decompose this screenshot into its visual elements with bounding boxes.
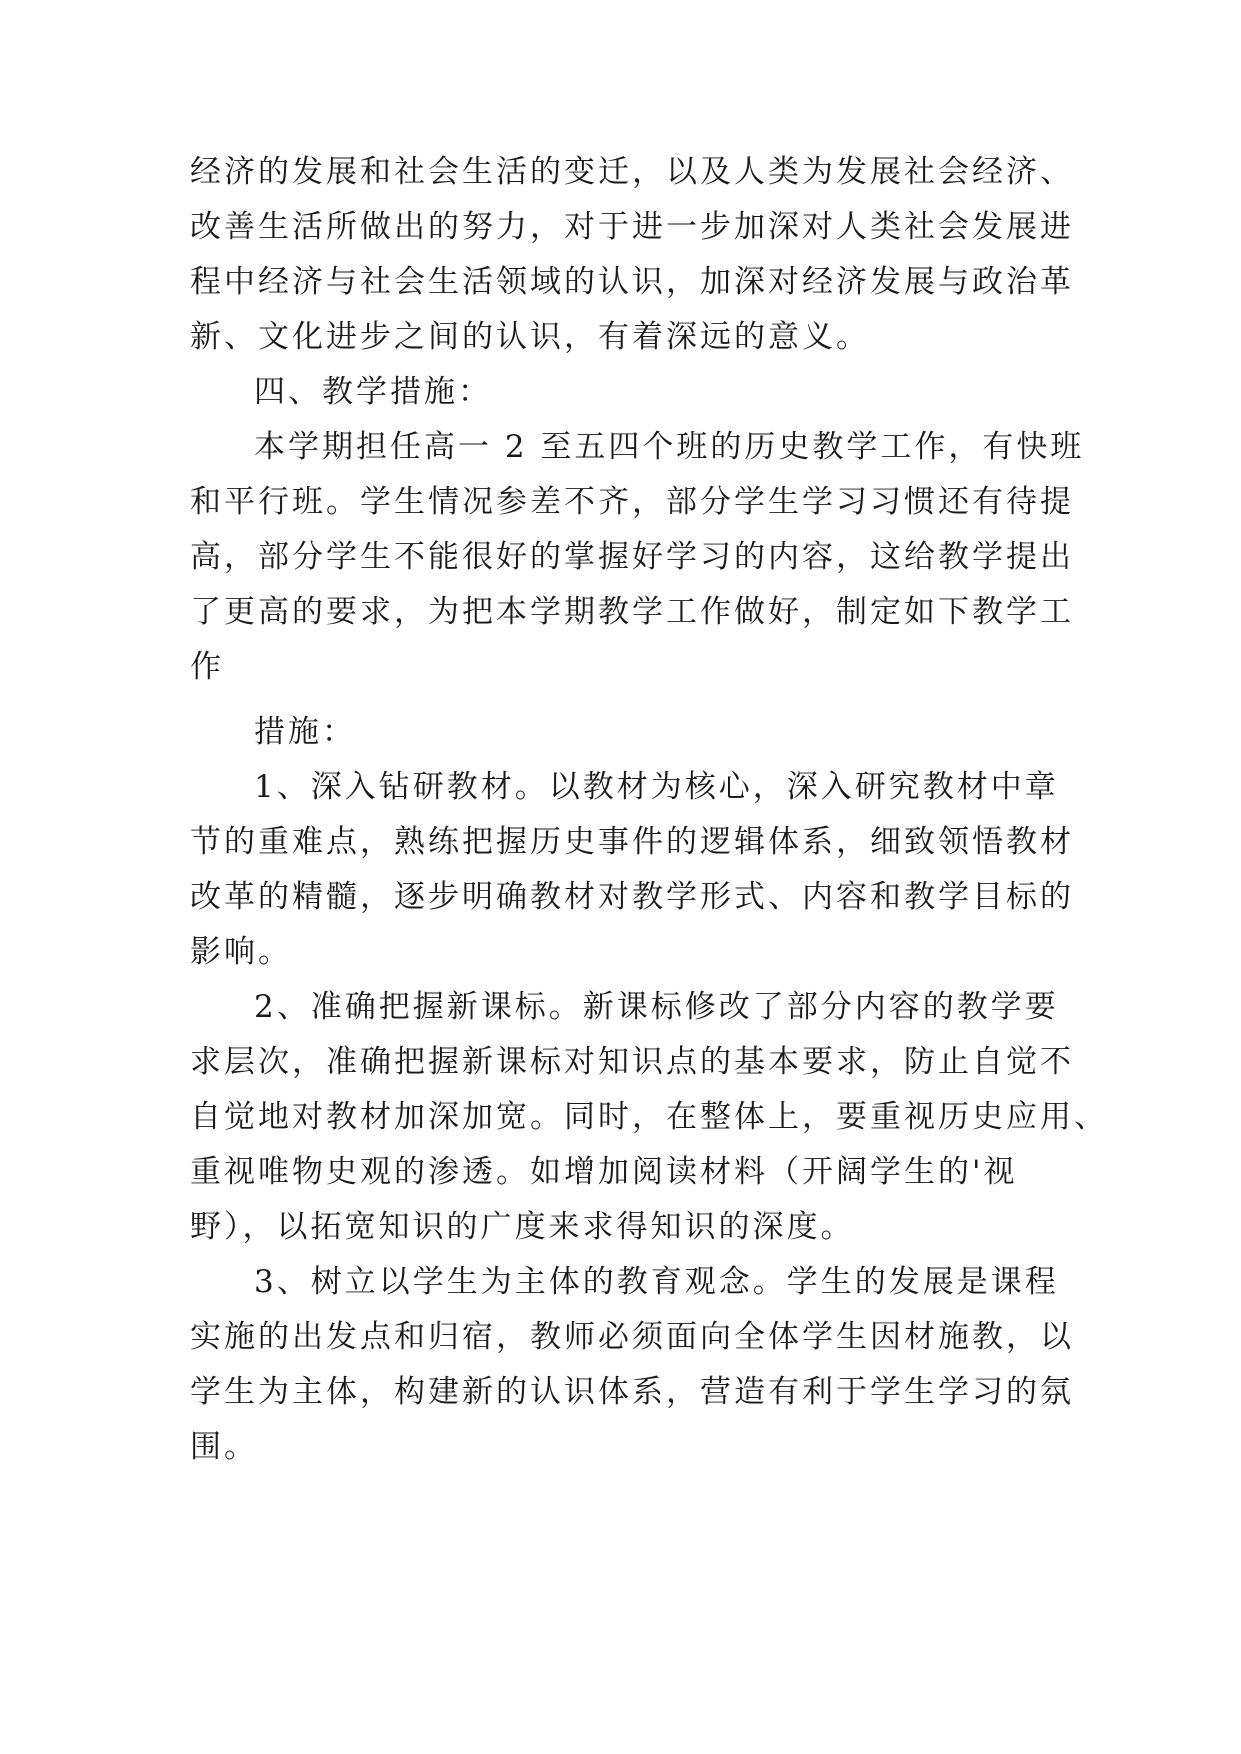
text-line: 学生为主体，构建新的认识体系，营造有利于学生学习的氛	[190, 1374, 1074, 1410]
text-line: 程中经济与社会生活领域的认识，加深对经济发展与政治革	[190, 264, 1074, 300]
text-line: 实施的出发点和归宿，教师必须面向全体学生因材施教，以	[190, 1319, 1074, 1355]
text-line: 野），以拓宽知识的广度来求得知识的深度。	[190, 1209, 855, 1245]
text-line: 本学期担任高一 2 至五四个班的历史教学工作，有快班	[254, 429, 1085, 465]
text-line: 改善生活所做出的努力，对于进一步加深对人类社会发展进	[190, 209, 1074, 245]
text-line: 节的重难点，熟练把握历史事件的逻辑体系，细致领悟教材	[190, 824, 1074, 860]
text-line: 和平行班。学生情况参差不齐，部分学生学习习惯还有待提	[190, 484, 1074, 520]
text-line: 了更高的要求，为把本学期教学工作做好，制定如下教学工	[190, 594, 1074, 630]
text-line: 高，部分学生不能很好的掌握好学习的内容，这给教学提出	[190, 539, 1074, 575]
subheading: 措施：	[254, 714, 356, 750]
text-line: 作	[190, 649, 224, 685]
text-line: 经济的发展和社会生活的变迁，以及人类为发展社会经济、	[190, 154, 1074, 190]
text-line: 1、深入钻研教材。以教材为核心，深入研究教材中章	[254, 769, 1059, 805]
text-line: 求层次，准确把握新课标对知识点的基本要求，防止自觉不	[190, 1044, 1074, 1080]
text-line: 改革的精髓，逐步明确教材对教学形式、内容和教学目标的	[190, 879, 1074, 915]
text-line: 重视唯物史观的渗透。如增加阅读材料（开阔学生的'视	[190, 1154, 1018, 1190]
text-line: 自觉地对教材加深加宽。同时，在整体上，要重视历史应用、	[190, 1099, 1108, 1135]
section-heading: 四、教学措施：	[254, 374, 492, 410]
text-line: 新、文化进步之间的认识，有着深远的意义。	[190, 319, 870, 355]
text-line: 2、准确把握新课标。新课标修改了部分内容的教学要	[254, 989, 1059, 1025]
text-line: 3、树立以学生为主体的教育观念。学生的发展是课程	[254, 1264, 1059, 1300]
text-line: 影响。	[190, 934, 292, 970]
text-line: 围。	[190, 1429, 258, 1465]
